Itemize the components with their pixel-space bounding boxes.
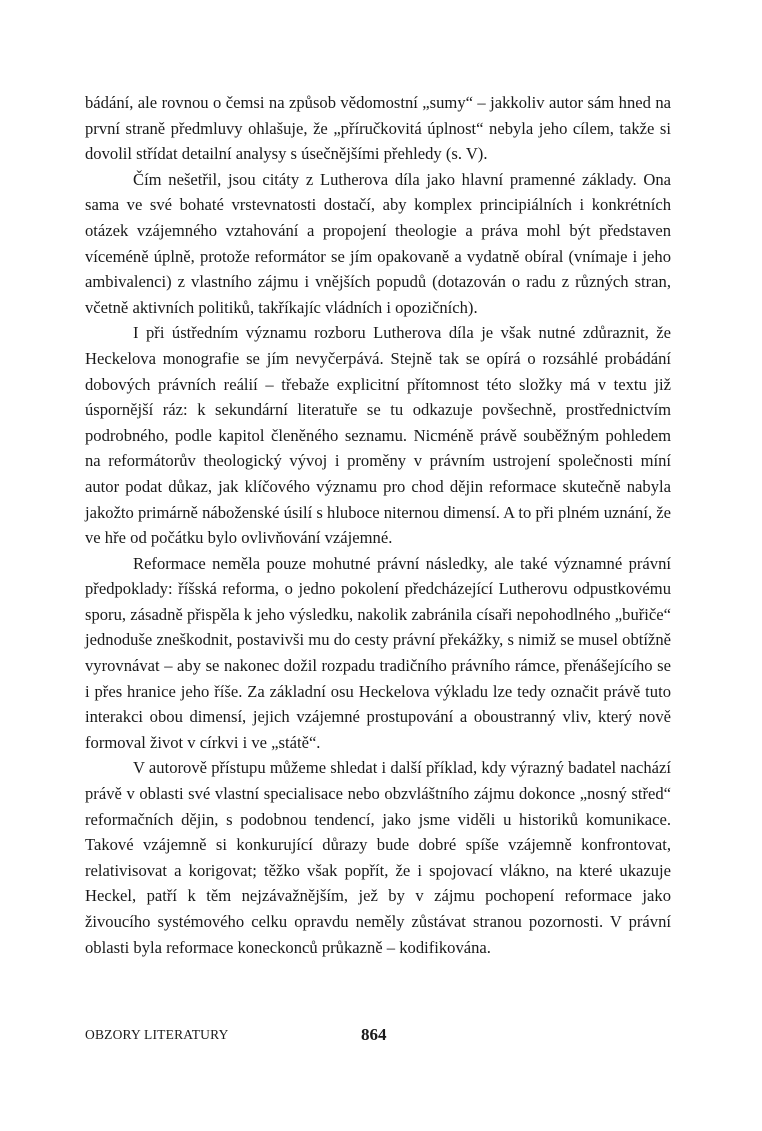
page-footer	[85, 1027, 671, 1047]
journal-name: OBZORY LITERATURY	[85, 1027, 229, 1042]
page-number: 864	[361, 1025, 387, 1044]
paragraph-4: Reformace neměla pouze mohutné právní následky, ale také významné právní předpoklady: říšská reforma, o jedno pokolení předcházející Lutherovu odpustkovému sporu, zásadně přispěla k jeho výsledku, nakolik zabránila císaři nepohodlného „buřiče“ jednoduše zneškodnit, postavivši mu do cesty právní překážky, s nimiž se musel obtížně vyrovnávat – aby se nakonec dožil rozpadu tradičního právního rámce, přenášejícího se i přes hranice jeho říše. Za základní osu Heckelova výkladu lze tedy označit právě tuto interakci obou dimensí, jejich vzájemné prostupování a oboustranný vliv, který nově formoval život v církvi i ve „státě“.	[85, 553, 671, 752]
paragraph-1: bádání, ale rovnou o čemsi na způsob vědomostní „sumy“ – jakkoliv autor sám hned na první straně předmluvy ohlašuje, že „příručkovitá úplnost“ nebyla jeho cílem, takže si dovolil střídat detailní analysy s úsečnějšími přehledy (s. V).	[85, 93, 671, 164]
paragraph-2: Čím nešetřil, jsou citáty z Lutherova díla jako hlavní pramenné základy. Ona sama ve své bohaté vrstevnatosti dostačí, aby komplex principiálních i konkrétních otázek vzájemného vztahování a propojení theologie a práva mohl být představen víceméně úplně, protože reformátor se jím opakovaně a vydatně obíral (vnímaje i jeho ambivalenci) z vlastního zájmu i vnějších popudů (dotazován o radu z různých stran, včetně aktivních politiků, takříkajíc vládních i opozičních).	[85, 169, 671, 317]
article-body	[85, 90, 671, 960]
paragraph-3: I při ústředním významu rozboru Lutherova díla je však nutné zdůraznit, že Heckelova monografie se jím nevyčerpává. Stejně tak se opírá o rozsáhlé probádání dobových právních reálií – třebaže explicitní přítomnost této složky má v textu již úspornější ráz: k sekundární literatuře se tu odkazuje povšechně, prostřednictvím podrobného, podle kapitol členěného seznamu. Nicméně právě souběžným pohledem na reformátorův theologický vývoj i proměny v právním ustrojení společnosti míní autor podat důkaz, jak klíčového významu pro chod dějin reformace skutečně nabyla jakožto primárně náboženské úsilí s hluboce niternou dimensí. A to při plném uznání, že ve hře od počátku bylo ovlivňování vzájemné.	[85, 323, 671, 548]
paragraph-5: V autorově přístupu můžeme shledat i další příklad, kdy výrazný badatel nachází právě v oblasti své vlastní specialisace nebo obzvláštního zájmu dokonce „nosný střed“ reformačních dějin, s podobnou tendencí, jako jsme viděli u historiků komunikace. Takové vzájemně si konkurující důrazy bude dobré spíše vzájemně konfrontovat, relativisovat a korigovat; těžko však popřít, že i spojovací vlákno, na které ukazuje Heckel, patří k těm nejzávažnějším, jež by v zájmu pochopení reformace jako živoucího systémového celku opravdu neměly zůstávat stranou pozornosti. V právní oblasti byla reformace koneckonců průkazně – kodifikována.	[85, 758, 671, 957]
